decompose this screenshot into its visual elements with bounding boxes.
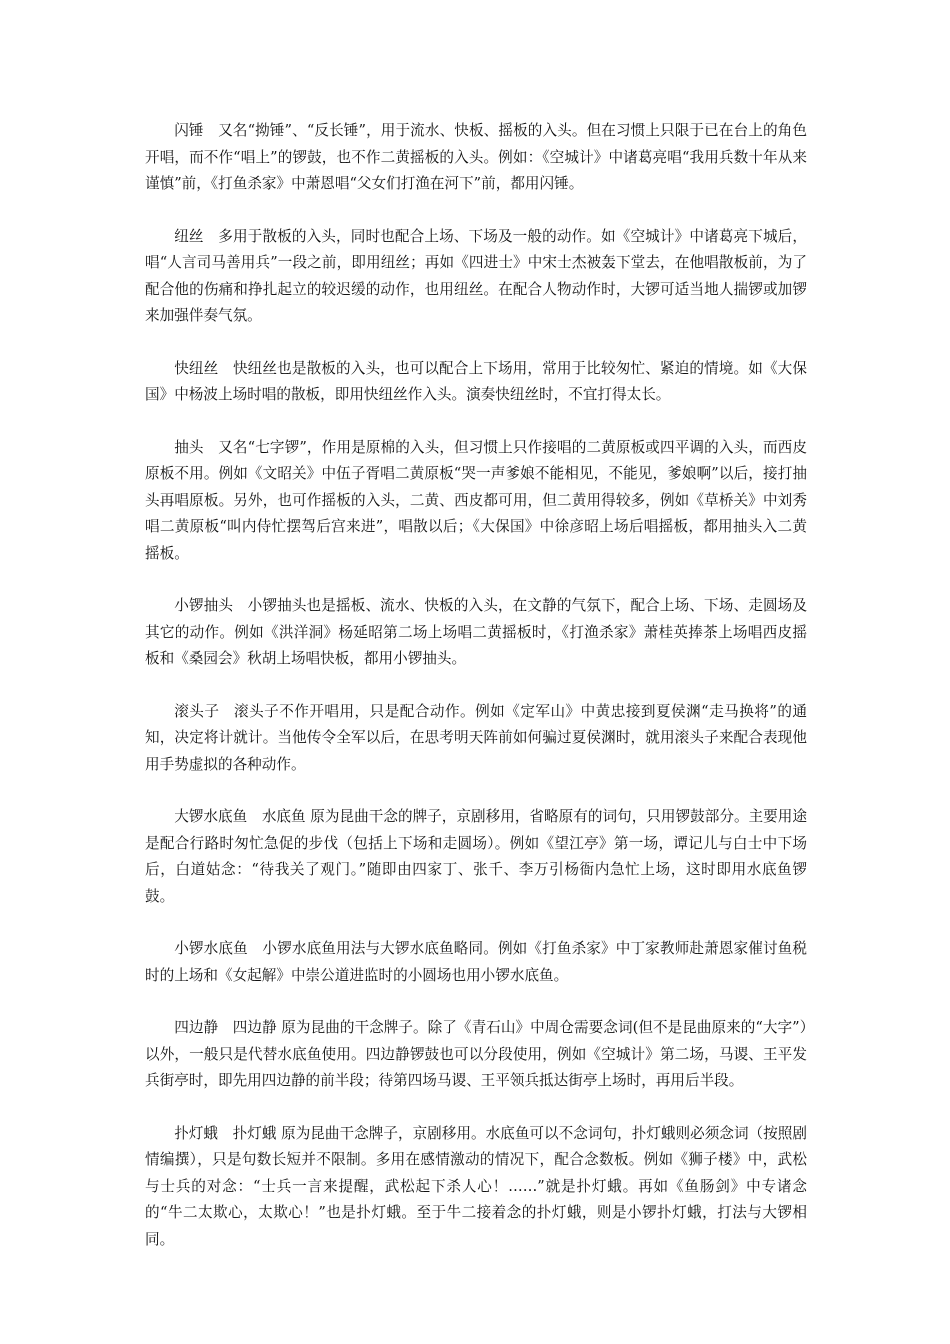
paragraph-body: 小锣水底鱼用法与大锣水底鱼略同。例如《打鱼杀家》中丁家教师赴萧恩家催讨鱼税时的上场和《女起解》中崇公道进监时的小圆场也用小锣水底鱼。 — [145, 940, 807, 984]
paragraph-shanchui — [145, 118, 807, 198]
paragraph-term: 小锣水底鱼 — [174, 940, 248, 957]
paragraph-term: 四边静 — [174, 1019, 219, 1036]
paragraph-body: 快纽丝也是散板的入头，也可以配合上下场用，常用于比较匆忙、紧迫的情境。如《大保国》中杨波上场时唱的散板，即用快纽丝作入头。演奏快纽丝时，不宜打得太长。 — [145, 359, 807, 403]
paragraph-body: 扑灯蛾 原为昆曲干念牌子，京剧移用。水底鱼可以不念词句，扑灯蛾则必须念词（按照剧情编撰），只是句数长短并不限制。多用在感情激动的情况下，配合念数板。例如《狮子楼》中，武松与士兵的对念：“士兵一言来提醒，武松起下杀人心！……”就是扑灯蛾。再如《鱼肠剑》中专诸念的“牛二太欺心，太欺心！”也是扑灯蛾。至于牛二接着念的扑灯蛾，则是小锣扑灯蛾，打法与大锣相同。 — [145, 1124, 807, 1248]
paragraph-term: 纽丝 — [174, 227, 204, 245]
document-page — [145, 118, 807, 1279]
paragraph-term: 大锣水底鱼 — [174, 808, 248, 825]
paragraph-body: 水底鱼 原为昆曲干念的牌子，京剧移用，省略原有的词句，只用锣鼓部分。主要用途是配合行路时匆忙急促的步伐（包括上下场和走圆场）。例如《望江亭》第一场，谭记儿与白士中下场后，白道姑念：“待我关了观门。”随即由四家丁、张千、李万引杨衙内急忙上场，这时即用水底鱼锣鼓。 — [145, 808, 807, 905]
paragraph-term: 快纽丝 — [174, 359, 219, 377]
paragraph-term: 闪锤 — [174, 122, 204, 139]
paragraph-pudenge — [145, 1121, 807, 1254]
paragraph-term: 小锣抽头 — [174, 597, 234, 614]
paragraph-niusi — [145, 224, 807, 330]
paragraph-daluo-shuidiyu — [145, 804, 807, 910]
paragraph-body: 多用于散板的入头，同时也配合上场、下场及一般的动作。如《空城计》中诸葛亮下城后，唱“人言司马善用兵”一段之前，即用纽丝；再如《四进士》中宋士杰被轰下堂去，在他唱散板前，为了配合他的伤痛和挣扎起立的较迟缓的动作，也用纽丝。在配合人物动作时，大锣可适当地人揣锣或加锣来加强伴奏气氛。 — [145, 227, 807, 324]
paragraph-choutou — [145, 435, 807, 568]
paragraph-guntouzi — [145, 699, 807, 779]
paragraph-term: 抽头 — [174, 438, 204, 456]
paragraph-xiaoluo-choutou — [145, 593, 807, 673]
paragraph-body: 滚头子不作开唱用，只是配合动作。例如《定军山》中黄忠接到夏侯渊“走马换将”的通知，决定将计就计。当他传令全军以后，在思考明天阵前如何骗过夏侯渊时，就用滚头子来配合表现他用手势虚拟的各种动作。 — [145, 702, 807, 773]
paragraph-term: 扑灯蛾 — [174, 1124, 219, 1142]
paragraph-kuai-niusi — [145, 356, 807, 409]
paragraph-body: 小锣抽头也是摇板、流水、快板的入头，在文静的气氛下，配合上场、下场、走圆场及其它的动作。例如《洪洋洞》杨延昭第二场上场唱二黄摇板时，《打渔杀家》萧桂英捧茶上场唱西皮摇板和《桑园会》秋胡上场唱快板，都用小锣抽头。 — [145, 597, 807, 667]
paragraph-xiaoluo-shuidiyu — [145, 936, 807, 989]
paragraph-body: 四边静 原为昆曲的干念牌子。除了《青石山》中周仓需要念词(但不是昆曲原来的“大字”）以外，一般只是代替水底鱼使用。四边静锣鼓也可以分段使用，例如《空城计》第二场，马谡、王平发兵街亭时，即先用四边静的前半段；待第四场马谡、王平领兵抵达街亭上场时，再用后半段。 — [145, 1019, 807, 1089]
paragraph-sibianjing — [145, 1015, 807, 1095]
paragraph-term: 滚头子 — [174, 702, 220, 720]
paragraph-body: 又名“七字锣”，作用是原棉的入头，但习惯上只作接唱的二黄原板或四平调的入头，而西皮原板不用。例如《文昭关》中伍子胥唱二黄原板“哭一声爹娘不能相见，不能见，爹娘啊”以后，接打抽头再唱原板。另外，也可作摇板的入头，二黄、西皮都可用，但二黄用得较多，例如《草桥关》中刘秀唱二黄原板“叫内侍忙摆驾后宫来进”，唱散以后；《大保国》中徐彦昭上场后唱摇板，都用抽头入二黄摇板。 — [145, 438, 807, 562]
paragraph-body: 又名“拗锤”、“反长锤”，用于流水、快板、摇板的入头。但在习惯上只限于已在台上的角色开唱，而不作“唱上”的锣鼓，也不作二黄摇板的入头。例如：《空城计》中诸葛亮唱“我用兵数十年从来谨慎”前，《打鱼杀家》中萧恩唱“父女们打渔在河下”前，都用闪锤。 — [145, 122, 807, 192]
